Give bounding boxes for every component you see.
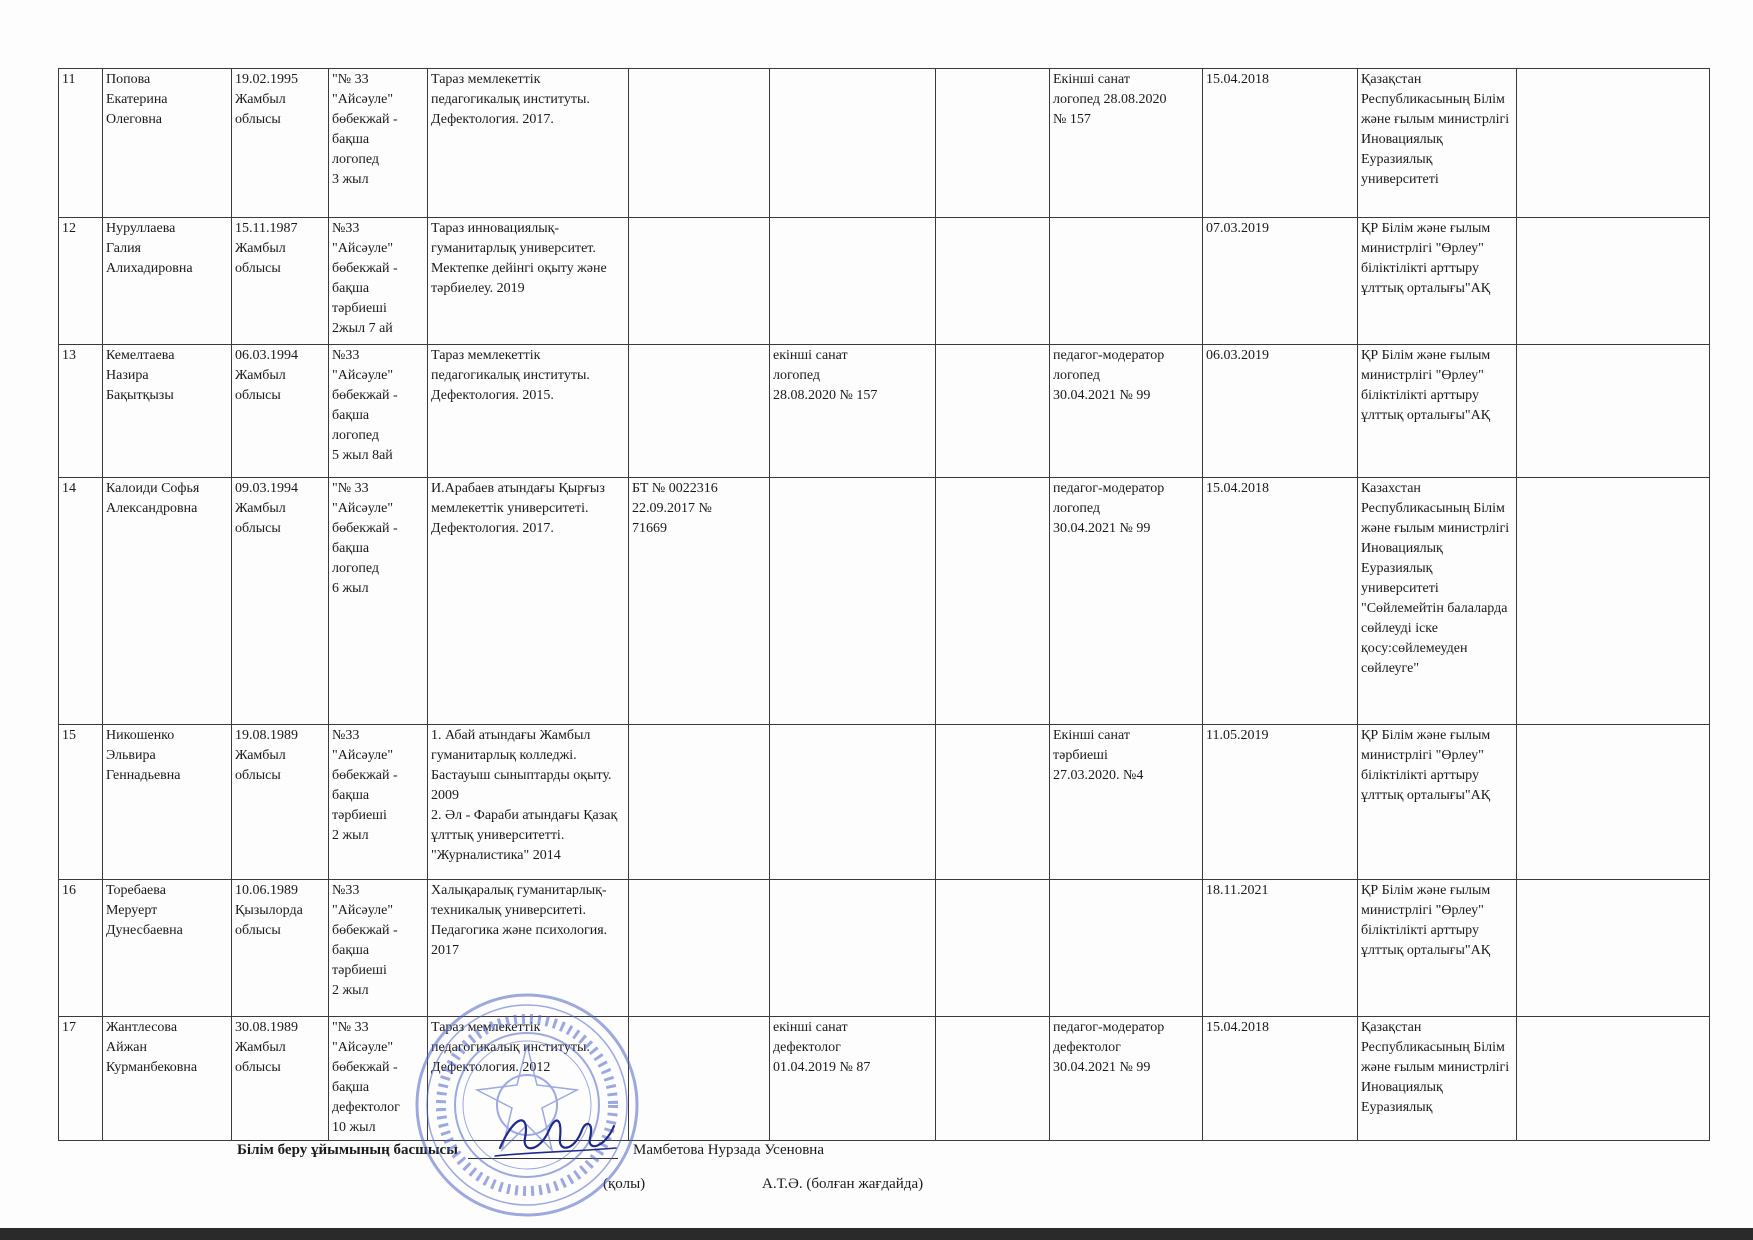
cell-course-date: 07.03.2019 xyxy=(1203,218,1358,345)
cell-category-1: екінші санат дефектолог 01.04.2019 № 87 xyxy=(770,1017,936,1141)
cell-name: Калоиди Софья Александровна xyxy=(103,478,232,725)
cell-category-1 xyxy=(770,478,936,725)
cell-course-org: ҚР Білім және ғылым министрлігі "Өрлеу" біліктілікті арттыру ұлттық орталығы"АҚ xyxy=(1358,880,1517,1017)
cell-course-org: ҚР Білім және ғылым министрлігі "Өрлеу" біліктілікті арттыру ұлттық орталығы"АҚ xyxy=(1358,345,1517,478)
cell-workplace: "№ 33 "Айсәуле" бөбекжай - бақша логопед 6 жыл xyxy=(329,478,428,725)
cell-name: Торебаева Меруерт Дунесбаевна xyxy=(103,880,232,1017)
cell-birth: 10.06.1989 Қызылорда облысы xyxy=(232,880,329,1017)
cell-name: Жантлесова Айжан Курманбековна xyxy=(103,1017,232,1141)
cell-empty xyxy=(936,69,1050,218)
cell-note xyxy=(1517,725,1710,880)
signature-line xyxy=(468,1158,618,1159)
cell-workplace: "№ 33 "Айсәуле" бөбекжай - бақша дефектолог 10 жыл xyxy=(329,1017,428,1141)
cell-number: 16 xyxy=(59,880,103,1017)
staff-table xyxy=(58,68,1710,1141)
cell-course-date: 11.05.2019 xyxy=(1203,725,1358,880)
cell-note xyxy=(1517,880,1710,1017)
cell-name: Кемелтаева Назира Бақытқызы xyxy=(103,345,232,478)
cell-empty xyxy=(936,345,1050,478)
cell-category-2: педагог-модератор логопед 30.04.2021 № 99 xyxy=(1050,345,1203,478)
table-row xyxy=(59,880,1710,1017)
cell-birth: 30.08.1989 Жамбыл облысы xyxy=(232,1017,329,1141)
table-row xyxy=(59,218,1710,345)
cell-diploma xyxy=(629,345,770,478)
cell-workplace: №33 "Айсәуле" бөбекжай - бақша тәрбиеші 2 жыл xyxy=(329,880,428,1017)
cell-number: 11 xyxy=(59,69,103,218)
cell-course-org: Қазақстан Республикасының Білім және ғылым министрлігі Иновациялық Еуразиялық университеті xyxy=(1358,69,1517,218)
cell-workplace: №33 "Айсәуле" бөбекжай - бақша тәрбиеші 2 жыл xyxy=(329,725,428,880)
cell-diploma xyxy=(629,725,770,880)
cell-category-1: екінші санат логопед 28.08.2020 № 157 xyxy=(770,345,936,478)
cell-name: Нуруллаева Галия Алихадировна xyxy=(103,218,232,345)
cell-note xyxy=(1517,478,1710,725)
cell-education: 1. Абай атындағы Жамбыл гуманитарлық колледжі. Бастауыш сыныптарды оқыту. 2009 2. Әл - Фараби атындағы Қазақ ұлттық университетті. "Журналистика" 2014 xyxy=(428,725,629,880)
cell-category-2 xyxy=(1050,880,1203,1017)
cell-birth: 15.11.1987 Жамбыл облысы xyxy=(232,218,329,345)
cell-category-2 xyxy=(1050,218,1203,345)
cell-workplace: №33 "Айсәуле" бөбекжай - бақша тәрбиеші 2жыл 7 ай xyxy=(329,218,428,345)
cell-diploma xyxy=(629,218,770,345)
cell-category-1 xyxy=(770,69,936,218)
cell-diploma: БТ № 0022316 22.09.2017 № 71669 xyxy=(629,478,770,725)
cell-course-date: 15.04.2018 xyxy=(1203,478,1358,725)
table-row xyxy=(59,725,1710,880)
cell-course-org: Казахстан Республикасының Білім және ғылым министрлігі Иновациялық Еуразиялық университеті "Сөйлемейтін балаларда сөйлеуді іске қосу:сөйлемеуден сөйлеуге" xyxy=(1358,478,1517,725)
cell-number: 13 xyxy=(59,345,103,478)
table-row xyxy=(59,478,1710,725)
cell-workplace: №33 "Айсәуле" бөбекжай - бақша логопед 5 жыл 8ай xyxy=(329,345,428,478)
cell-course-date: 15.04.2018 xyxy=(1203,1017,1358,1141)
cell-diploma xyxy=(629,69,770,218)
cell-note xyxy=(1517,218,1710,345)
cell-empty xyxy=(936,478,1050,725)
cell-course-org: Қазақстан Республикасының Білім және ғылым министрлігі Иновациялық Еуразиялық xyxy=(1358,1017,1517,1141)
scan-edge xyxy=(0,1228,1753,1240)
cell-number: 14 xyxy=(59,478,103,725)
cell-note xyxy=(1517,69,1710,218)
cell-education: Халықаралық гуманитарлық-техникалық университеті. Педагогика және психология. 2017 xyxy=(428,880,629,1017)
cell-name: Никошенко Эльвира Геннадьевна xyxy=(103,725,232,880)
cell-education: Тараз мемлекеттік педагогикалық институты. Дефектология. 2012 xyxy=(428,1017,629,1141)
cell-education: Тараз инновациялық-гуманитарлық университет. Мектепке дейінгі оқыту және тәрбиелеу. 2019 xyxy=(428,218,629,345)
cell-note xyxy=(1517,1017,1710,1141)
cell-course-org: ҚР Білім және ғылым министрлігі "Өрлеу" біліктілікті арттыру ұлттық орталығы"АҚ xyxy=(1358,218,1517,345)
cell-workplace: "№ 33 "Айсәуле" бөбекжай - бақша логопед 3 жыл xyxy=(329,69,428,218)
cell-course-date: 06.03.2019 xyxy=(1203,345,1358,478)
table-row xyxy=(59,345,1710,478)
cell-number: 17 xyxy=(59,1017,103,1141)
cell-category-1 xyxy=(770,725,936,880)
head-label: Білім беру ұйымының басшысы xyxy=(237,1142,458,1158)
cell-empty xyxy=(936,880,1050,1017)
cell-category-2: педагог-модератор дефектолог 30.04.2021 № 99 xyxy=(1050,1017,1203,1141)
cell-course-org: ҚР Білім және ғылым министрлігі "Өрлеу" біліктілікті арттыру ұлттық орталығы"АҚ xyxy=(1358,725,1517,880)
cell-diploma xyxy=(629,1017,770,1141)
cell-birth: 19.02.1995 Жамбыл облысы xyxy=(232,69,329,218)
cell-empty xyxy=(936,218,1050,345)
cell-birth: 19.08.1989 Жамбыл облысы xyxy=(232,725,329,880)
cell-category-1 xyxy=(770,218,936,345)
cell-education: И.Арабаев атындағы Қырғыз мемлекеттік университеті. Дефектология. 2017. xyxy=(428,478,629,725)
cell-category-2: педагог-модератор логопед 30.04.2021 № 99 xyxy=(1050,478,1203,725)
head-name: Мамбетова Нурзада Усеновна xyxy=(633,1142,824,1158)
cell-empty xyxy=(936,1017,1050,1141)
fio-caption: А.Т.Ә. (болған жағдайда) xyxy=(762,1176,924,1192)
cell-diploma xyxy=(629,880,770,1017)
cell-category-2: Екінші санат логопед 28.08.2020 № 157 xyxy=(1050,69,1203,218)
cell-category-1 xyxy=(770,880,936,1017)
cell-number: 15 xyxy=(59,725,103,880)
cell-course-date: 18.11.2021 xyxy=(1203,880,1358,1017)
cell-note xyxy=(1517,345,1710,478)
cell-education: Тараз мемлекеттік педагогикалық институты. Дефектология. 2017. xyxy=(428,69,629,218)
cell-birth: 09.03.1994 Жамбыл облысы xyxy=(232,478,329,725)
cell-course-date: 15.04.2018 xyxy=(1203,69,1358,218)
cell-empty xyxy=(936,725,1050,880)
sign-caption: (қолы) xyxy=(603,1176,646,1192)
cell-education: Тараз мемлекеттік педагогикалық институты. Дефектология. 2015. xyxy=(428,345,629,478)
cell-category-2: Екінші санат тәрбиеші 27.03.2020. №4 xyxy=(1050,725,1203,880)
cell-number: 12 xyxy=(59,218,103,345)
table-row xyxy=(59,1017,1710,1141)
cell-birth: 06.03.1994 Жамбыл облысы xyxy=(232,345,329,478)
table-row xyxy=(59,69,1710,218)
cell-name: Попова Екатерина Олеговна xyxy=(103,69,232,218)
